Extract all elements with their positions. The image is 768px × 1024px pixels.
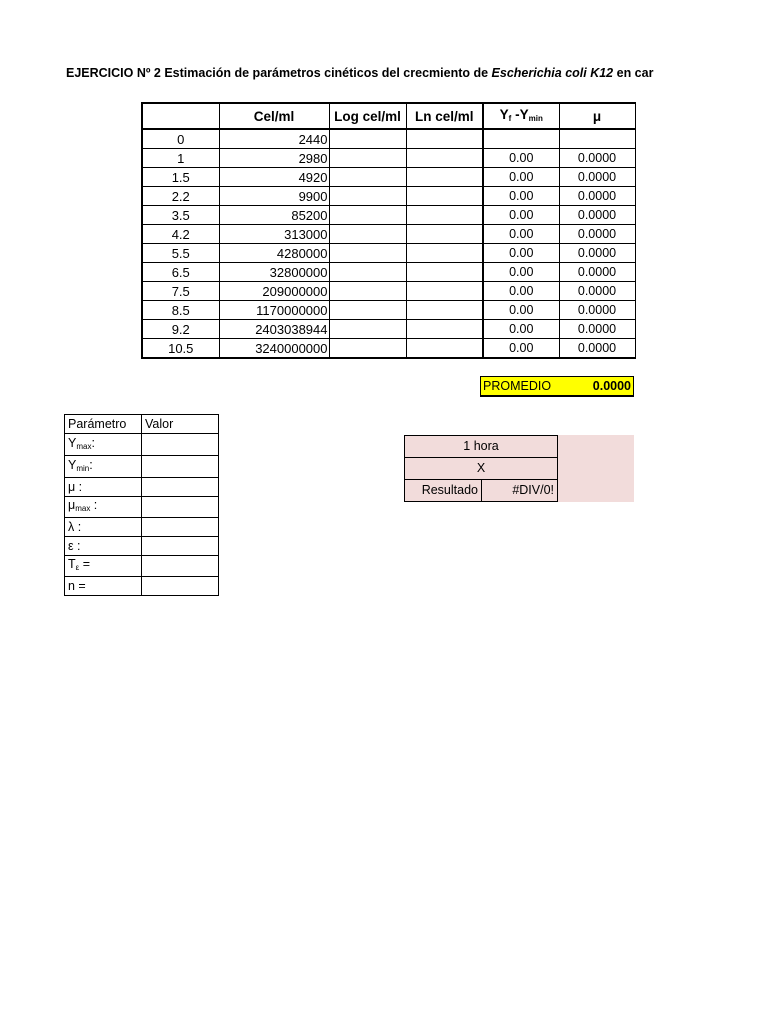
param-label[interactable]: μ : bbox=[65, 478, 142, 497]
cell-x[interactable]: X bbox=[405, 458, 558, 480]
header-parametro[interactable]: Parámetro bbox=[65, 415, 142, 434]
table-row bbox=[142, 282, 635, 301]
param-row bbox=[65, 478, 219, 497]
cel-ml-cell[interactable]: 32800000 bbox=[219, 263, 329, 282]
table-header-row bbox=[142, 103, 635, 129]
param-value[interactable] bbox=[142, 497, 219, 518]
table-row bbox=[142, 225, 635, 244]
cel-ml-cell[interactable]: 1170000000 bbox=[219, 301, 329, 320]
mu-cell[interactable]: 0.0000 bbox=[559, 168, 635, 187]
mu-cell[interactable]: 0.0000 bbox=[559, 206, 635, 225]
yf-ymin-cell[interactable]: 0.00 bbox=[483, 301, 559, 320]
param-row bbox=[65, 434, 219, 456]
log-cel-cell[interactable] bbox=[329, 206, 406, 225]
param-value[interactable] bbox=[142, 434, 219, 456]
time-cell[interactable]: 4.2 bbox=[142, 225, 219, 244]
log-cel-cell[interactable] bbox=[329, 187, 406, 206]
header-time[interactable] bbox=[142, 103, 219, 129]
header-valor[interactable]: Valor bbox=[142, 415, 219, 434]
exercise-title: EJERCICIO Nº 2 Estimación de parámetros cinéticos del crecmiento de Escherichia coli K12 en car bbox=[66, 66, 654, 80]
param-label[interactable]: $Y_{max}$: bbox=[65, 434, 142, 456]
time-cell[interactable]: 3.5 bbox=[142, 206, 219, 225]
log-cel-cell[interactable] bbox=[329, 282, 406, 301]
ln-cel-cell[interactable] bbox=[406, 149, 483, 168]
param-value[interactable] bbox=[142, 478, 219, 497]
table-row bbox=[142, 244, 635, 263]
time-cell[interactable]: 1 bbox=[142, 149, 219, 168]
time-cell[interactable]: 0 bbox=[142, 129, 219, 149]
param-value[interactable] bbox=[142, 577, 219, 596]
ln-cel-cell[interactable] bbox=[406, 187, 483, 206]
cel-ml-cell[interactable]: 3240000000 bbox=[219, 339, 329, 359]
yf-ymin-cell[interactable]: 0.00 bbox=[483, 282, 559, 301]
cel-ml-cell[interactable]: 4280000 bbox=[219, 244, 329, 263]
yf-ymin-cell[interactable] bbox=[483, 129, 559, 149]
ln-cel-cell[interactable] bbox=[406, 282, 483, 301]
ln-cel-cell[interactable] bbox=[406, 168, 483, 187]
param-label[interactable]: $T_\varepsilon$ = bbox=[65, 556, 142, 577]
time-cell[interactable]: 1.5 bbox=[142, 168, 219, 187]
yf-ymin-cell[interactable]: 0.00 bbox=[483, 168, 559, 187]
log-cel-cell[interactable] bbox=[329, 244, 406, 263]
mu-cell[interactable] bbox=[559, 129, 635, 149]
cel-ml-cell[interactable]: 9900 bbox=[219, 187, 329, 206]
time-cell[interactable]: 7.5 bbox=[142, 282, 219, 301]
table-row bbox=[142, 339, 635, 359]
header-log-cel-ml[interactable]: Log cel/ml bbox=[329, 103, 406, 129]
table-row bbox=[142, 301, 635, 320]
param-label[interactable]: λ : bbox=[65, 518, 142, 537]
mu-cell[interactable]: 0.0000 bbox=[559, 244, 635, 263]
param-value[interactable] bbox=[142, 518, 219, 537]
cel-ml-cell[interactable]: 2440 bbox=[219, 129, 329, 149]
yf-ymin-cell[interactable]: 0.00 bbox=[483, 149, 559, 168]
header-mu[interactable]: μ bbox=[559, 103, 635, 129]
param-value[interactable] bbox=[142, 537, 219, 556]
ln-cel-cell[interactable] bbox=[406, 339, 483, 359]
param-label[interactable]: $\mu_{max}$ : bbox=[65, 497, 142, 518]
param-row bbox=[65, 497, 219, 518]
log-cel-cell[interactable] bbox=[329, 225, 406, 244]
ln-cel-cell[interactable] bbox=[406, 263, 483, 282]
yf-ymin-cell[interactable]: 0.00 bbox=[483, 263, 559, 282]
param-row bbox=[65, 518, 219, 537]
table-row bbox=[142, 129, 635, 149]
cel-ml-cell[interactable]: 85200 bbox=[219, 206, 329, 225]
header-cel-ml[interactable]: Cel/ml bbox=[219, 103, 329, 129]
time-cell[interactable]: 6.5 bbox=[142, 263, 219, 282]
promedio-value: 0.0000 bbox=[592, 379, 631, 393]
ln-cel-cell[interactable] bbox=[406, 244, 483, 263]
log-cel-cell[interactable] bbox=[329, 168, 406, 187]
yf-ymin-cell[interactable]: 0.00 bbox=[483, 244, 559, 263]
param-label[interactable]: ε : bbox=[65, 537, 142, 556]
header-ln-cel-ml[interactable]: Ln cel/ml bbox=[406, 103, 483, 129]
log-cel-cell[interactable] bbox=[329, 320, 406, 339]
promedio-box[interactable] bbox=[480, 376, 634, 397]
param-value[interactable] bbox=[142, 456, 219, 478]
calculation-block bbox=[404, 435, 558, 502]
log-cel-cell[interactable] bbox=[329, 129, 406, 149]
time-cell[interactable]: 5.5 bbox=[142, 244, 219, 263]
ln-cel-cell[interactable] bbox=[406, 301, 483, 320]
cel-ml-cell[interactable]: 209000000 bbox=[219, 282, 329, 301]
table-row bbox=[142, 263, 635, 282]
mu-cell[interactable]: 0.0000 bbox=[559, 320, 635, 339]
mu-cell[interactable]: 0.0000 bbox=[559, 339, 635, 359]
table-row bbox=[142, 206, 635, 225]
cel-ml-cell[interactable]: 2980 bbox=[219, 149, 329, 168]
param-row bbox=[65, 577, 219, 596]
mu-cell[interactable]: 0.0000 bbox=[559, 301, 635, 320]
param-value[interactable] bbox=[142, 556, 219, 577]
pink-fill-area bbox=[557, 435, 634, 502]
cel-ml-cell[interactable]: 2403038944 bbox=[219, 320, 329, 339]
cel-ml-cell[interactable]: 313000 bbox=[219, 225, 329, 244]
cell-resultado-label[interactable]: Resultado bbox=[405, 480, 482, 502]
time-cell[interactable]: 9.2 bbox=[142, 320, 219, 339]
param-row bbox=[65, 456, 219, 478]
log-cel-cell[interactable] bbox=[329, 263, 406, 282]
time-cell[interactable]: 2.2 bbox=[142, 187, 219, 206]
header-yf-ymin[interactable]: $Y_f$ $-Y_{min}$ bbox=[483, 103, 559, 129]
table-row bbox=[142, 149, 635, 168]
param-label[interactable]: $Y_{min}$: bbox=[65, 456, 142, 478]
mu-cell[interactable]: 0.0000 bbox=[559, 149, 635, 168]
yf-ymin-cell[interactable]: 0.00 bbox=[483, 225, 559, 244]
log-cel-cell[interactable] bbox=[329, 301, 406, 320]
ln-cel-cell[interactable] bbox=[406, 206, 483, 225]
yf-ymin-cell[interactable]: 0.00 bbox=[483, 320, 559, 339]
yf-ymin-cell[interactable]: 0.00 bbox=[483, 187, 559, 206]
mu-cell[interactable]: 0.0000 bbox=[559, 282, 635, 301]
time-cell[interactable]: 8.5 bbox=[142, 301, 219, 320]
growth-data-table bbox=[141, 102, 636, 359]
ln-cel-cell[interactable] bbox=[406, 225, 483, 244]
table-row bbox=[142, 168, 635, 187]
mu-cell[interactable]: 0.0000 bbox=[559, 263, 635, 282]
cell-resultado-value[interactable]: #DIV/0! bbox=[482, 480, 558, 502]
param-row bbox=[65, 537, 219, 556]
param-label[interactable]: n = bbox=[65, 577, 142, 596]
mu-cell[interactable]: 0.0000 bbox=[559, 187, 635, 206]
mu-cell[interactable]: 0.0000 bbox=[559, 225, 635, 244]
params-header-row bbox=[65, 415, 219, 434]
parameters-table bbox=[64, 414, 219, 596]
log-cel-cell[interactable] bbox=[329, 339, 406, 359]
promedio-label: PROMEDIO bbox=[483, 379, 552, 393]
yf-ymin-cell[interactable]: 0.00 bbox=[483, 206, 559, 225]
log-cel-cell[interactable] bbox=[329, 149, 406, 168]
param-row bbox=[65, 556, 219, 577]
table-row bbox=[142, 187, 635, 206]
ln-cel-cell[interactable] bbox=[406, 320, 483, 339]
ln-cel-cell[interactable] bbox=[406, 129, 483, 149]
yf-ymin-cell[interactable]: 0.00 bbox=[483, 339, 559, 359]
cell-1-hora[interactable]: 1 hora bbox=[405, 436, 558, 458]
cel-ml-cell[interactable]: 4920 bbox=[219, 168, 329, 187]
table-row bbox=[142, 320, 635, 339]
time-cell[interactable]: 10.5 bbox=[142, 339, 219, 359]
